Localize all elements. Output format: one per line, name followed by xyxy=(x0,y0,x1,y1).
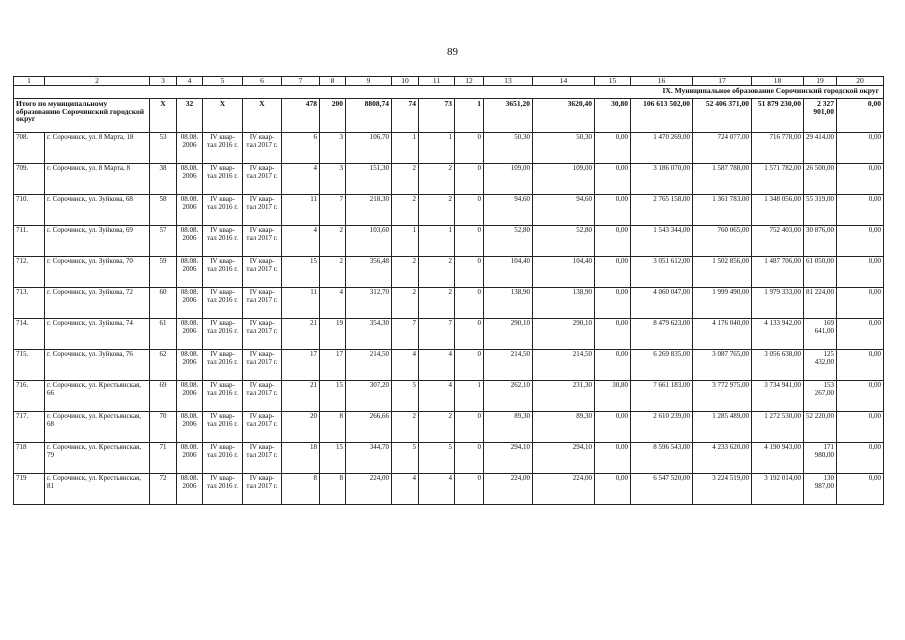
table-cell: 0,00 xyxy=(595,474,631,505)
table-cell: 6 547 520,00 xyxy=(631,474,693,505)
table-cell: 17 xyxy=(320,350,346,381)
table-cell: 0,00 xyxy=(595,133,631,164)
table-cell: 8 xyxy=(320,474,346,505)
table-row xyxy=(14,319,884,350)
column-number: 13 xyxy=(484,77,533,86)
table-cell: 08.08. 2006 xyxy=(177,443,203,474)
total-cell: 2 327 901,00 xyxy=(804,99,837,133)
table-cell: 72 xyxy=(150,474,177,505)
table-cell: 0 xyxy=(455,226,484,257)
section-header-row xyxy=(14,86,884,99)
table-cell: 224,00 xyxy=(346,474,392,505)
table-cell: 262,10 xyxy=(484,381,533,412)
table-cell: 08.08. 2006 xyxy=(177,133,203,164)
table-cell: 125 432,00 xyxy=(804,350,837,381)
table-cell: 2 xyxy=(419,257,455,288)
column-number-row xyxy=(14,77,884,86)
table-cell: 1 571 782,00 xyxy=(752,164,804,195)
total-cell: 200 xyxy=(320,99,346,133)
table-cell: 266,66 xyxy=(346,412,392,443)
table-cell: 0 xyxy=(455,195,484,226)
table-row xyxy=(14,474,884,505)
table-cell: 2 xyxy=(392,288,419,319)
table-cell: 18 xyxy=(282,443,320,474)
table-cell: 4 xyxy=(282,164,320,195)
total-cell: 478 xyxy=(282,99,320,133)
table-cell: 709. xyxy=(14,164,45,195)
table-cell: 81 224,00 xyxy=(804,288,837,319)
table-cell: IV квар- тал 2016 г. xyxy=(203,195,243,226)
table-cell: 716 778,00 xyxy=(752,133,804,164)
table-cell: 0,00 xyxy=(837,350,884,381)
table-cell: 312,70 xyxy=(346,288,392,319)
table-cell: 0 xyxy=(455,164,484,195)
table-cell: 1 979 333,00 xyxy=(752,288,804,319)
table-cell: 08.08. 2006 xyxy=(177,164,203,195)
table-cell: 4 xyxy=(392,474,419,505)
table-cell: 0,00 xyxy=(595,164,631,195)
table-cell: 58 xyxy=(150,195,177,226)
table-cell: 711. xyxy=(14,226,45,257)
table-cell: 3 734 941,00 xyxy=(752,381,804,412)
table-cell: 3 087 765,00 xyxy=(693,350,752,381)
table-cell: 52,80 xyxy=(533,226,595,257)
column-number: 11 xyxy=(419,77,455,86)
table-cell: 106,70 xyxy=(346,133,392,164)
table-cell: IV квар- тал 2016 г. xyxy=(203,288,243,319)
table-cell: 0,00 xyxy=(595,288,631,319)
table-cell: 3 192 014,00 xyxy=(752,474,804,505)
table-cell: IV квар- тал 2017 г. xyxy=(243,412,282,443)
table-cell: 0 xyxy=(455,288,484,319)
table-cell: 1 xyxy=(419,226,455,257)
table-cell: 2 xyxy=(392,195,419,226)
table-cell: IV квар- тал 2016 г. xyxy=(203,381,243,412)
table-cell: 151,30 xyxy=(346,164,392,195)
table-cell: 307,20 xyxy=(346,381,392,412)
table-cell: 354,30 xyxy=(346,319,392,350)
total-cell: 106 613 502,00 xyxy=(631,99,693,133)
column-number: 20 xyxy=(837,77,884,86)
table-cell: IV квар- тал 2016 г. xyxy=(203,133,243,164)
table-cell: IV квар- тал 2016 г. xyxy=(203,474,243,505)
column-number: 9 xyxy=(346,77,392,86)
total-cell: 32 xyxy=(177,99,203,133)
table-cell: 1 470 269,00 xyxy=(631,133,693,164)
table-cell: 104,40 xyxy=(533,257,595,288)
table-cell: 2 xyxy=(392,257,419,288)
table-cell: 08.08. 2006 xyxy=(177,257,203,288)
table-cell: 290,10 xyxy=(484,319,533,350)
table-cell: 712. xyxy=(14,257,45,288)
address-cell: г. Сорочинск, ул. Зуйкова, 72 xyxy=(45,288,150,319)
table-cell: 0 xyxy=(455,412,484,443)
table-cell: 57 xyxy=(150,226,177,257)
table-cell: 1 xyxy=(392,226,419,257)
table-cell: 1 285 489,00 xyxy=(693,412,752,443)
table-cell: 6 269 835,00 xyxy=(631,350,693,381)
column-number: 1 xyxy=(14,77,45,86)
table-cell: 718 xyxy=(14,443,45,474)
table-cell: 08.08. 2006 xyxy=(177,350,203,381)
table-cell: 3 186 070,00 xyxy=(631,164,693,195)
table-cell: 2 xyxy=(419,412,455,443)
table-cell: 15 xyxy=(282,257,320,288)
table-cell: 1 272 530,00 xyxy=(752,412,804,443)
table-cell: 50,30 xyxy=(484,133,533,164)
column-number: 12 xyxy=(455,77,484,86)
table-cell: 713. xyxy=(14,288,45,319)
total-cell: 3651,20 xyxy=(484,99,533,133)
column-number: 19 xyxy=(804,77,837,86)
table-cell: 2 xyxy=(320,226,346,257)
address-cell: г. Сорочинск, ул. Зуйкова, 70 xyxy=(45,257,150,288)
table-cell: 0,00 xyxy=(595,226,631,257)
total-cell: 3620,40 xyxy=(533,99,595,133)
table-cell: 104,40 xyxy=(484,257,533,288)
address-cell: г. Сорочинск, ул. 8 Марта, 18 xyxy=(45,133,150,164)
table-cell: 94,60 xyxy=(484,195,533,226)
total-cell: 52 406 371,00 xyxy=(693,99,752,133)
table-cell: 0 xyxy=(455,443,484,474)
table-cell: 290,10 xyxy=(533,319,595,350)
address-cell: г. Сорочинск, ул. Крестьянская, 68 xyxy=(45,412,150,443)
table-cell: 52 220,00 xyxy=(804,412,837,443)
table-cell: 0,00 xyxy=(837,443,884,474)
table-cell: 719 xyxy=(14,474,45,505)
table-cell: 1 xyxy=(419,133,455,164)
table-cell: 15 xyxy=(320,443,346,474)
total-cell: 30,80 xyxy=(595,99,631,133)
address-cell: г. Сорочинск, ул. Крестьянская, 66 xyxy=(45,381,150,412)
table-cell: 214,50 xyxy=(533,350,595,381)
table-cell: 11 xyxy=(282,195,320,226)
table-cell: 62 xyxy=(150,350,177,381)
table-cell: 0 xyxy=(455,257,484,288)
table-cell: 0,00 xyxy=(837,381,884,412)
table-cell: 3 772 975,00 xyxy=(693,381,752,412)
total-cell: 51 879 230,00 xyxy=(752,99,804,133)
column-number: 8 xyxy=(320,77,346,86)
table-row xyxy=(14,381,884,412)
table-cell: 0,00 xyxy=(837,474,884,505)
table-cell: 0 xyxy=(455,319,484,350)
table-cell: 08.08. 2006 xyxy=(177,319,203,350)
table-cell: 11 xyxy=(282,288,320,319)
table-cell: 4 xyxy=(419,350,455,381)
table-cell: 08.08. 2006 xyxy=(177,226,203,257)
table-cell: 717. xyxy=(14,412,45,443)
table-row xyxy=(14,257,884,288)
table-cell: 17 xyxy=(282,350,320,381)
column-number: 18 xyxy=(752,77,804,86)
table-cell: 52,80 xyxy=(484,226,533,257)
table-cell: 716. xyxy=(14,381,45,412)
table-cell: 344,70 xyxy=(346,443,392,474)
table-cell: 0,00 xyxy=(837,195,884,226)
table-cell: 714. xyxy=(14,319,45,350)
table-cell: IV квар- тал 2016 г. xyxy=(203,226,243,257)
table-cell: 4 060 047,00 xyxy=(631,288,693,319)
column-number: 6 xyxy=(243,77,282,86)
table-row xyxy=(14,195,884,226)
table-cell: IV квар- тал 2017 г. xyxy=(243,474,282,505)
table-cell: IV квар- тал 2017 г. xyxy=(243,381,282,412)
table-cell: IV квар- тал 2016 г. xyxy=(203,319,243,350)
table-cell: 2 610 239,00 xyxy=(631,412,693,443)
table-cell: 0,00 xyxy=(837,412,884,443)
column-number: 15 xyxy=(595,77,631,86)
table-cell: 4 176 040,00 xyxy=(693,319,752,350)
table-cell: 2 xyxy=(419,164,455,195)
address-cell: г. Сорочинск, ул. Зуйкова, 69 xyxy=(45,226,150,257)
table-cell: 89,30 xyxy=(533,412,595,443)
table-cell: 8 596 543,00 xyxy=(631,443,693,474)
table-cell: 4 xyxy=(419,474,455,505)
table-cell: 8 479 623,00 xyxy=(631,319,693,350)
table-cell: 218,30 xyxy=(346,195,392,226)
table-cell: 224,00 xyxy=(533,474,595,505)
table-cell: 15 xyxy=(320,381,346,412)
table-cell: 0,00 xyxy=(595,412,631,443)
table-cell: 70 xyxy=(150,412,177,443)
table-cell: 0,00 xyxy=(837,319,884,350)
table-cell: 08.08. 2006 xyxy=(177,381,203,412)
table-row xyxy=(14,350,884,381)
table-cell: IV квар- тал 2017 г. xyxy=(243,257,282,288)
total-cell: 0,00 xyxy=(837,99,884,133)
table-row xyxy=(14,164,884,195)
table-cell: 29 414,00 xyxy=(804,133,837,164)
table-row xyxy=(14,288,884,319)
table-cell: 171 980,00 xyxy=(804,443,837,474)
table-cell: 4 233 620,00 xyxy=(693,443,752,474)
page-number: 89 xyxy=(447,46,458,58)
address-cell: г. Сорочинск, ул. Крестьянская, 79 xyxy=(45,443,150,474)
table-cell: 26 500,00 xyxy=(804,164,837,195)
table-cell: 69 xyxy=(150,381,177,412)
table-cell: 3 051 612,00 xyxy=(631,257,693,288)
table-cell: 7 661 183,00 xyxy=(631,381,693,412)
table-cell: 3 056 638,00 xyxy=(752,350,804,381)
table-cell: 8 xyxy=(282,474,320,505)
table-cell: 169 641,00 xyxy=(804,319,837,350)
column-number: 10 xyxy=(392,77,419,86)
table-cell: 5 xyxy=(392,443,419,474)
table-cell: 138,90 xyxy=(533,288,595,319)
table-cell: 4 xyxy=(419,381,455,412)
column-number: 7 xyxy=(282,77,320,86)
table-cell: 0,00 xyxy=(595,257,631,288)
table-cell: 130 987,00 xyxy=(804,474,837,505)
address-cell: г. Сорочинск, ул. Зуйкова, 74 xyxy=(45,319,150,350)
table-cell: IV квар- тал 2017 г. xyxy=(243,226,282,257)
table-cell: 4 133 942,00 xyxy=(752,319,804,350)
table-cell: 214,50 xyxy=(484,350,533,381)
table-cell: 224,00 xyxy=(484,474,533,505)
table-cell: 2 xyxy=(320,257,346,288)
table-cell: 7 xyxy=(419,319,455,350)
table-cell: 1 543 344,00 xyxy=(631,226,693,257)
table-cell: 50,30 xyxy=(533,133,595,164)
table-cell: 3 224 519,00 xyxy=(693,474,752,505)
table-cell: 214,50 xyxy=(346,350,392,381)
table-cell: 294,10 xyxy=(484,443,533,474)
table-cell: 53 xyxy=(150,133,177,164)
table-cell: 0,00 xyxy=(837,133,884,164)
address-cell: г. Сорочинск, ул. 8 Марта, 8 xyxy=(45,164,150,195)
table-cell: 4 xyxy=(392,350,419,381)
table-cell: 1 502 856,00 xyxy=(693,257,752,288)
table-cell: 1 587 788,00 xyxy=(693,164,752,195)
table-cell: IV квар- тал 2017 г. xyxy=(243,319,282,350)
table-cell: IV квар- тал 2017 г. xyxy=(243,133,282,164)
table-cell: 7 xyxy=(320,195,346,226)
table-cell: 89,30 xyxy=(484,412,533,443)
table-cell: 0 xyxy=(455,474,484,505)
table-cell: 752 403,00 xyxy=(752,226,804,257)
table-cell: 1 487 706,00 xyxy=(752,257,804,288)
table-cell: 08.08. 2006 xyxy=(177,195,203,226)
column-number: 4 xyxy=(177,77,203,86)
table-cell: 0,00 xyxy=(837,164,884,195)
column-number: 14 xyxy=(533,77,595,86)
table-cell: 2 xyxy=(419,288,455,319)
table-cell: 0 xyxy=(455,350,484,381)
register-table xyxy=(13,76,884,505)
table-cell: 6 xyxy=(282,133,320,164)
table-cell: 20 xyxy=(282,412,320,443)
address-cell: г. Сорочинск, ул. Зуйкова, 68 xyxy=(45,195,150,226)
table-cell: 59 xyxy=(150,257,177,288)
table-cell: 760 065,00 xyxy=(693,226,752,257)
table-cell: 715. xyxy=(14,350,45,381)
table-cell: IV квар- тал 2017 г. xyxy=(243,350,282,381)
table-cell: 30,80 xyxy=(595,381,631,412)
table-cell: IV квар- тал 2017 г. xyxy=(243,164,282,195)
total-cell: X xyxy=(203,99,243,133)
table-cell: 0,00 xyxy=(595,195,631,226)
total-label: Итого по муниципальному образованию Сорочинский городской округ xyxy=(14,99,150,133)
table-cell: 1 361 783,00 xyxy=(693,195,752,226)
table-cell: 0,00 xyxy=(837,257,884,288)
table-cell: 708. xyxy=(14,133,45,164)
table-cell: 0,00 xyxy=(595,350,631,381)
table-cell: 4 xyxy=(320,288,346,319)
table-cell: 1 xyxy=(455,381,484,412)
table-cell: 0,00 xyxy=(595,443,631,474)
table-cell: 724 077,00 xyxy=(693,133,752,164)
table-cell: 5 xyxy=(419,443,455,474)
table-row xyxy=(14,226,884,257)
table-cell: IV квар- тал 2016 г. xyxy=(203,257,243,288)
table-cell: IV квар- тал 2016 г. xyxy=(203,443,243,474)
table-cell: 08.08. 2006 xyxy=(177,412,203,443)
table-cell: 356,48 xyxy=(346,257,392,288)
address-cell: г. Сорочинск, ул. Зуйкова, 76 xyxy=(45,350,150,381)
table-cell: 103,60 xyxy=(346,226,392,257)
table-cell: 61 050,00 xyxy=(804,257,837,288)
table-row xyxy=(14,412,884,443)
table-cell: 5 xyxy=(392,381,419,412)
total-cell: 74 xyxy=(392,99,419,133)
table-cell: 138,90 xyxy=(484,288,533,319)
table-cell: 21 xyxy=(282,319,320,350)
table-cell: 30 876,00 xyxy=(804,226,837,257)
table-row xyxy=(14,133,884,164)
table-cell: 294,10 xyxy=(533,443,595,474)
total-cell: 8808,74 xyxy=(346,99,392,133)
table-cell: 60 xyxy=(150,288,177,319)
table-cell: 08.08. 2006 xyxy=(177,288,203,319)
table-cell: 3 xyxy=(320,133,346,164)
table-cell: 71 xyxy=(150,443,177,474)
table-cell: 0,00 xyxy=(837,288,884,319)
column-number: 5 xyxy=(203,77,243,86)
table-cell: 1 999 490,00 xyxy=(693,288,752,319)
column-number: 2 xyxy=(45,77,150,86)
table-cell: 1 xyxy=(392,133,419,164)
table-cell: 153 267,00 xyxy=(804,381,837,412)
table-cell: IV квар- тал 2017 г. xyxy=(243,195,282,226)
table-cell: 109,00 xyxy=(533,164,595,195)
table-cell: 710. xyxy=(14,195,45,226)
table-body xyxy=(14,77,884,505)
table-cell: IV квар- тал 2016 г. xyxy=(203,412,243,443)
table-cell: 55 319,00 xyxy=(804,195,837,226)
total-cell: X xyxy=(150,99,177,133)
table-cell: 3 xyxy=(320,164,346,195)
table-cell: 61 xyxy=(150,319,177,350)
table-cell: 38 xyxy=(150,164,177,195)
total-cell: 73 xyxy=(419,99,455,133)
table-cell: 231,30 xyxy=(533,381,595,412)
table-cell: IV квар- тал 2017 г. xyxy=(243,443,282,474)
table-cell: IV квар- тал 2016 г. xyxy=(203,164,243,195)
table-cell: 94,60 xyxy=(533,195,595,226)
table-cell: IV квар- тал 2017 г. xyxy=(243,288,282,319)
table-cell: 4 190 943,00 xyxy=(752,443,804,474)
table-cell: 2 765 158,00 xyxy=(631,195,693,226)
column-number: 17 xyxy=(693,77,752,86)
table-row xyxy=(14,443,884,474)
table-cell: 08.08. 2006 xyxy=(177,474,203,505)
address-cell: г. Сорочинск, ул. Крестьянская, 81 xyxy=(45,474,150,505)
section-title: IX. Муниципальное образование Сорочинский городской округ xyxy=(14,86,884,99)
table-cell: 0 xyxy=(455,133,484,164)
table-cell: 7 xyxy=(392,319,419,350)
table-cell: 1 348 056,00 xyxy=(752,195,804,226)
table-cell: 0,00 xyxy=(595,319,631,350)
total-row xyxy=(14,99,884,133)
column-number: 3 xyxy=(150,77,177,86)
table-cell: 19 xyxy=(320,319,346,350)
total-cell: X xyxy=(243,99,282,133)
table-cell: IV квар- тал 2016 г. xyxy=(203,350,243,381)
total-cell: 1 xyxy=(455,99,484,133)
table-cell: 2 xyxy=(392,412,419,443)
table-cell: 2 xyxy=(392,164,419,195)
table-cell: 109,00 xyxy=(484,164,533,195)
table-cell: 0,00 xyxy=(837,226,884,257)
table-cell: 21 xyxy=(282,381,320,412)
column-number: 16 xyxy=(631,77,693,86)
table-cell: 4 xyxy=(282,226,320,257)
table-cell: 8 xyxy=(320,412,346,443)
table-cell: 2 xyxy=(419,195,455,226)
